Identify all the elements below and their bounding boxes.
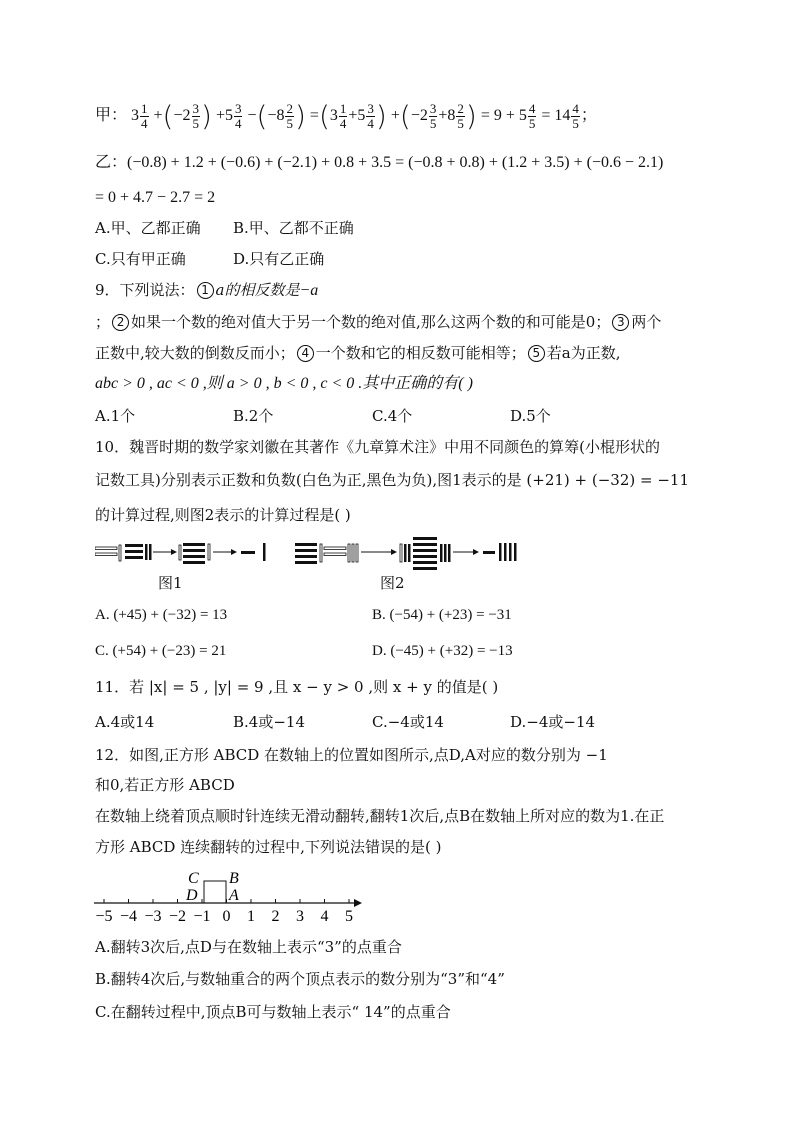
q9-statement-4: 一个数和它的相反数可能相等； bbox=[315, 344, 526, 362]
axis-tick-label: 3 bbox=[296, 908, 304, 925]
q10-option-d[interactable]: D. (−45) + (+32) = −13 bbox=[372, 643, 513, 659]
fraction: $\frac{1}{4}$ bbox=[141, 101, 148, 131]
axis-tick-label: 4 bbox=[320, 908, 329, 925]
q12-line4: 方形 ABCD 连续翻转的过程中,下列说法错误的是( ) bbox=[95, 838, 442, 856]
q9-stem: 9．下列说法： bbox=[95, 281, 195, 299]
mixed-whole: 5 bbox=[224, 107, 233, 125]
axis-tick-label: −4 bbox=[119, 908, 138, 925]
circled-number-3: 3 bbox=[612, 314, 629, 331]
fraction: $\frac{2}{5}$ bbox=[286, 101, 293, 131]
axis-arrow bbox=[354, 899, 362, 907]
q8-jia-result: 14 bbox=[554, 107, 571, 125]
q11-line1: 11．若 |x| = 5 , |y| = 9 ,且 x − y > 0 ,则 x + y 的值是( ) bbox=[95, 678, 499, 696]
q12-option-a[interactable]: A.翻转3次后,点D与在数轴上表示“3”的点重合 bbox=[95, 938, 402, 956]
mixed-whole: 3 bbox=[131, 107, 140, 125]
q9-statement-5a: 若a为正数, bbox=[546, 344, 621, 362]
circled-number-4: 4 bbox=[297, 345, 314, 362]
vertex-d-label: D bbox=[186, 887, 198, 904]
square-abcd bbox=[204, 881, 226, 903]
q9-option-c[interactable]: C.4个 bbox=[372, 407, 413, 425]
counting-rods-figures bbox=[95, 535, 555, 575]
q8-option-d[interactable]: D.只有乙正确 bbox=[233, 250, 325, 268]
q11-option-c[interactable]: C.−4或14 bbox=[372, 713, 444, 731]
axis-tick-label: 2 bbox=[271, 908, 280, 925]
q9-option-a[interactable]: A.1个 bbox=[95, 407, 136, 425]
q9-neg-a: −a bbox=[299, 282, 319, 299]
q9-option-b[interactable]: B.2个 bbox=[233, 407, 274, 425]
q12-option-b[interactable]: B.翻转4次后,与数轴重合的两个顶点表示的数分别为“3”和“4” bbox=[95, 970, 505, 988]
mixed-whole: −8 bbox=[267, 107, 285, 125]
q8-option-a[interactable]: A.甲、乙都正确 bbox=[95, 219, 201, 237]
circled-number-1: 1 bbox=[197, 282, 214, 299]
q10-line1: 10．魏晋时期的数学家刘徽在其著作《九章算术注》中用不同颜色的算筹(小棍形状的 bbox=[95, 438, 660, 456]
q12-line2: 和0,若正方形 ABCD bbox=[95, 776, 235, 794]
q8-option-c[interactable]: C.只有甲正确 bbox=[95, 250, 186, 268]
q9-option-d[interactable]: D.5个 bbox=[510, 407, 551, 425]
vertex-a-label: A bbox=[229, 887, 239, 904]
mixed-whole: −2 bbox=[173, 107, 191, 125]
q8-jia-rhs: 9 + 5 bbox=[493, 107, 527, 125]
q12-line1: 12．如图,正方形 ABCD 在数轴上的位置如图所示,点D,A对应的数分别为 −1 bbox=[95, 746, 608, 764]
q8-yi-line2: = 0 + 4.7 − 2.7 = 2 bbox=[95, 189, 216, 206]
q8-option-b[interactable]: B.甲、乙都不正确 bbox=[233, 219, 354, 237]
vertex-c-label: C bbox=[188, 870, 199, 887]
axis-tick-label: −3 bbox=[144, 908, 162, 925]
q9-statement-3b: 正数中,较大数的倒数反而小； bbox=[95, 344, 295, 362]
q9-statement-1: a的相反数是 bbox=[215, 281, 300, 299]
axis-tick-label: 0 bbox=[222, 908, 231, 925]
q10-option-c[interactable]: C. (+54) + (−23) = 21 bbox=[95, 643, 227, 659]
circled-number-5: 5 bbox=[528, 345, 545, 362]
q11-option-b[interactable]: B.4或−14 bbox=[233, 713, 305, 731]
q10-option-b[interactable]: B. (−54) + (+23) = −31 bbox=[372, 607, 512, 623]
q9-line3 bbox=[95, 343, 621, 363]
axis-tick-label: 1 bbox=[247, 908, 255, 925]
q11-option-a[interactable]: A.4或14 bbox=[95, 713, 155, 731]
q10-line2: 记数工具)分别表示正数和负数(白色为正,黑色为负),图1表示的是 (+21) + (−32) = −11 bbox=[95, 471, 689, 489]
circled-number-2: 2 bbox=[112, 314, 129, 331]
fig1-rods bbox=[95, 543, 266, 564]
q9-statement-2: 如果一个数的绝对值大于另一个数的绝对值,那么这两个数的和可能是0； bbox=[131, 313, 611, 331]
axis-tick-label: 5 bbox=[345, 908, 353, 925]
fig1-label: 图1 bbox=[158, 574, 183, 592]
q8-jia-equation: 甲： 3 $\frac{1}{4}$ +(−2 $\frac{3}{5}$ ) +5 $\frac{3}{4}$ −(−8 $\frac{2}{5}$ ) =(3 $\frac{1}{4}$ +5 $\frac{3}{4}$ ) +(−2 $\frac{3}{5}$ +8 $\frac{2}{5}$ ) = 9 + 5 $\frac{4}{5}$ = 14 $\frac{4}{5}$ ； bbox=[95, 99, 597, 133]
q11-option-d[interactable]: D.−4或−14 bbox=[510, 713, 596, 731]
q9-line4: abc > 0 , ac < 0 ,则 a > 0 , b < 0 , c < 0 .其中正确的有( ) bbox=[95, 375, 473, 392]
fraction: $\frac{3}{4}$ bbox=[234, 101, 242, 131]
semicolon: ； bbox=[95, 313, 111, 331]
q10-line3: 的计算过程,则图2表示的计算过程是( ) bbox=[95, 506, 351, 524]
number-line-figure bbox=[92, 866, 382, 926]
q10-option-a[interactable]: A. (+45) + (−32) = 13 bbox=[95, 607, 228, 623]
q9-line2 bbox=[95, 312, 661, 332]
axis-tick-label: −1 bbox=[193, 908, 211, 925]
axis-tick-label: −2 bbox=[168, 908, 187, 925]
fig2-rods bbox=[295, 537, 517, 570]
fig2-label: 图2 bbox=[380, 574, 405, 592]
q8-jia-label: 甲： bbox=[95, 107, 128, 125]
q12-line3: 在数轴上绕着顶点顺时针连续无滑动翻转,翻转1次后,点B在数轴上所对应的数为1.在正 bbox=[95, 807, 665, 825]
axis-tick-label: −5 bbox=[95, 908, 113, 925]
vertex-b-label: B bbox=[229, 870, 239, 887]
q9-statement-3a: 两个 bbox=[631, 313, 662, 331]
fraction: $\frac{3}{5}$ bbox=[192, 101, 200, 131]
q8-yi-line1: 乙：(−0.8) + 1.2 + (−0.6) + (−2.1) + 0.8 + 3.5 = (−0.8 + 0.8) + (1.2 + 3.5) + (−0.6 − 2.1) bbox=[95, 154, 664, 171]
q9-line1 bbox=[95, 280, 318, 301]
q12-option-c[interactable]: C.在翻转过程中,顶点B可与数轴上表示“ 14”的点重合 bbox=[95, 1003, 451, 1021]
